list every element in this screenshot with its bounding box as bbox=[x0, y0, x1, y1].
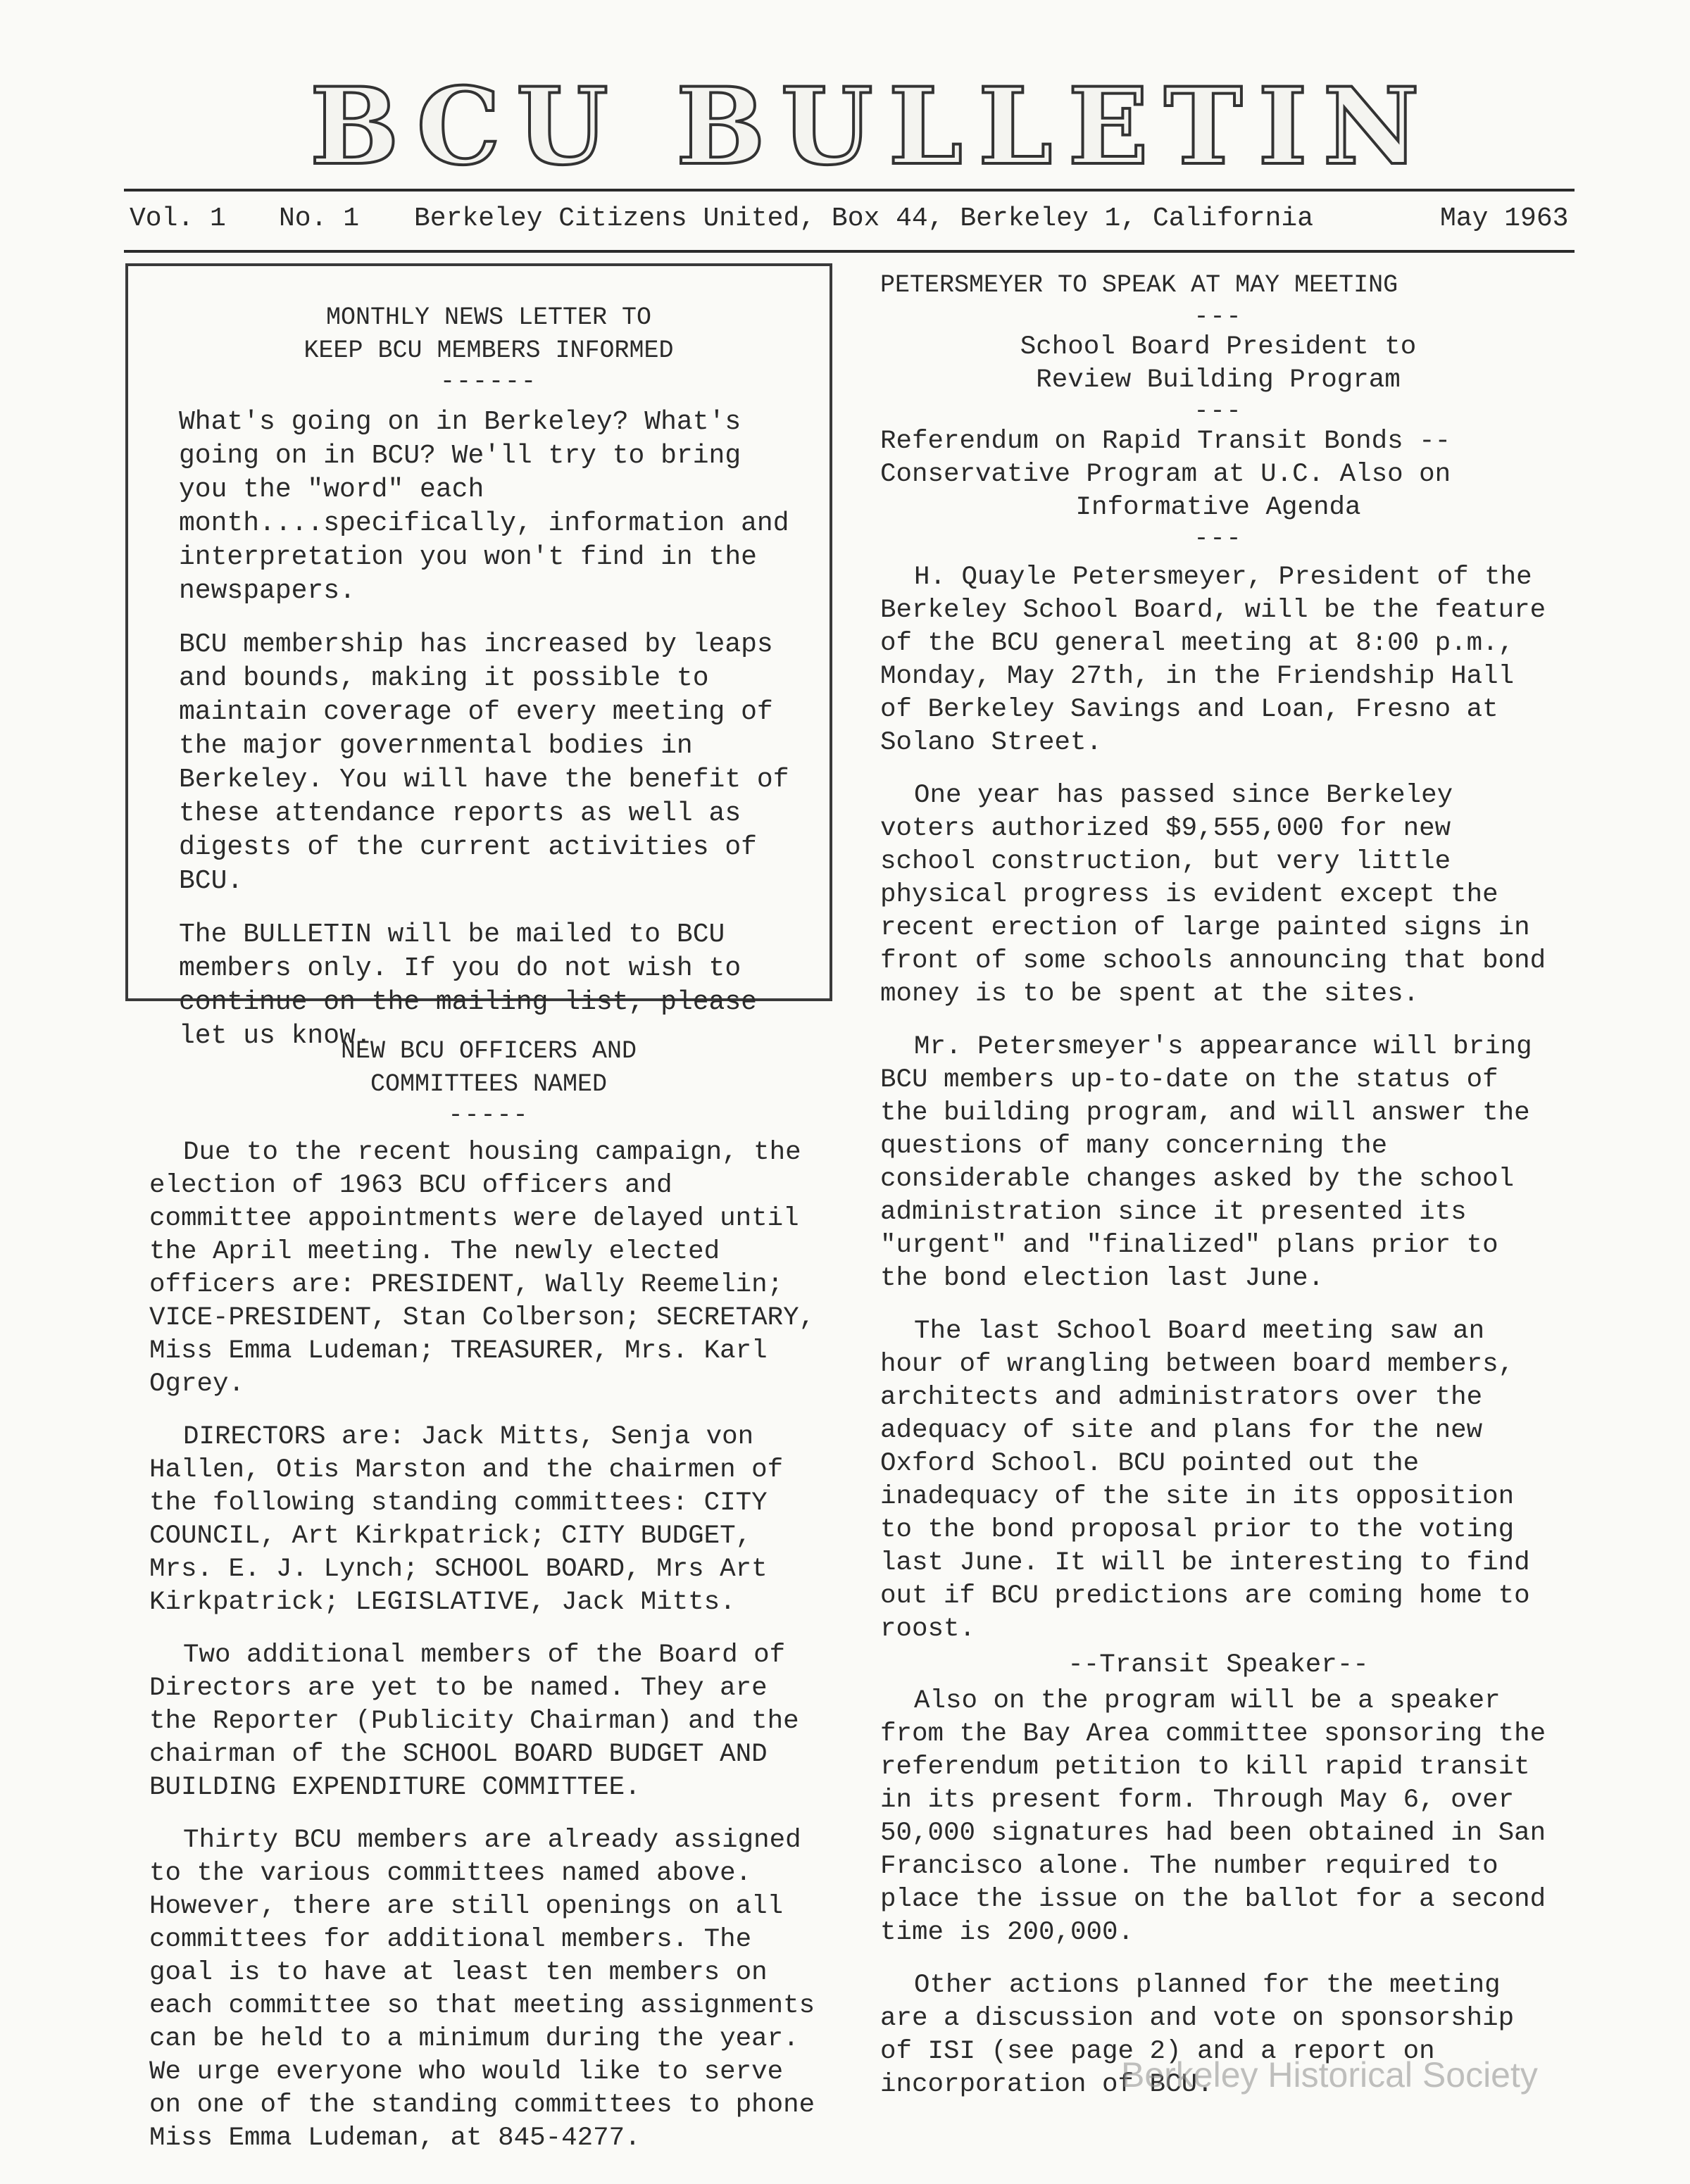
meeting-paragraph: Also on the program will be a speaker from the Bay Area committee sponsoring the referendum petition to kill rapid transit in its present form. Through May 6, over 50,000 signatures had been obtained in San Francisco alone. The number required to place the issue on the ballot for a second time is 200,000. bbox=[880, 1686, 1546, 1947]
meeting-heading: PETERSMEYER TO SPEAK AT MAY MEETING bbox=[880, 271, 1398, 299]
issue-address: Berkeley Citizens United, Box 44, Berkeley 1, California bbox=[414, 203, 1314, 234]
meeting-subheading-line2: Review Building Program bbox=[1036, 365, 1401, 395]
notice-heading-line1: MONTHLY NEWS LETTER TO bbox=[325, 303, 652, 332]
officers-paragraph: Two additional members of the Board of Directors are yet to be named. They are the Reporter (Publicity Chairman) and the chairman of the SCHOOL BOARD BUDGET AND BUILDING EXPENDITURE COMMITTEE. bbox=[149, 1640, 799, 1802]
officers-paragraph: Due to the recent housing campaign, the election of 1963 BCU officers and committee appointments were delayed until the April meeting. The newly elected officers are: PRESIDENT, Wally Reemelin; VICE-PRESIDENT, Stan Colberson; SECRETARY, Miss Emma Ludeman; TREASURER, Mrs. Karl Ogrey. bbox=[149, 1138, 815, 1399]
meeting-divider: --- bbox=[1194, 525, 1243, 553]
transit-speaker-heading: --Transit Speaker-- bbox=[1068, 1650, 1369, 1680]
issue-number: No. 1 bbox=[279, 203, 360, 234]
meeting-divider: --- bbox=[1194, 303, 1243, 331]
notice-paragraph: The BULLETIN will be mailed to BCU members only. If you do not wish to continue on the mailing list, please let us know. bbox=[179, 920, 757, 1051]
meeting-subheading-line1: School Board President to bbox=[1020, 332, 1417, 362]
meeting-agenda-line1: Referendum on Rapid Transit Bonds -- bbox=[880, 427, 1451, 456]
officers-heading-line2: COMMITTEES NAMED bbox=[370, 1070, 608, 1098]
officers-paragraph: Thirty BCU members are already assigned to the various committees named above. However, there are still openings on all committees for additional members. The goal is to have at least ten members on each committee so that meeting assignments can be held to a minimum during the year. We urge everyone who would like to serve on one of the standing committees to phone Miss Emma Ludeman, at 845-4277. bbox=[149, 1826, 815, 2153]
officers-paragraph: DIRECTORS are: Jack Mitts, Senja von Hallen, Otis Marston and the chairmen of the following standing committees: CITY COUNCIL, Art Kirkpatrick; CITY BUDGET, Mrs. E. J. Lynch; SCHOOL BOARD, Mrs Art Kirkpatrick; LEGISLATIVE, Jack Mitts. bbox=[149, 1422, 784, 1617]
notice-paragraph: What's going on in Berkeley? What's going on in BCU? We'll try to bring you the "word" each month....specifically, information and interpretation you won't find in the newspapers. bbox=[179, 407, 789, 606]
issue-date: May 1963 bbox=[1440, 203, 1569, 234]
meeting-article bbox=[880, 268, 1556, 2121]
meeting-agenda-line2: Conservative Program at U.C. Also on bbox=[880, 460, 1451, 489]
watermark: Berkeley Historical Society bbox=[1121, 2055, 1538, 2095]
bottom-rule bbox=[124, 250, 1575, 253]
meeting-paragraph: Other actions planned for the meeting are a discussion and vote on sponsorship of ISI (see page 2) and a report on incorporation of BCU. bbox=[880, 1971, 1515, 2100]
officers-heading-line1: NEW BCU OFFICERS AND bbox=[340, 1037, 637, 1065]
meeting-paragraph: The last School Board meeting saw an hour of wrangling between board members, architects and administrators over the adequacy of site and plans for the new Oxford School. BCU pointed out the inadequacy of the site in its opposition to the bond proposal prior to the voting last June. It will be interesting to find out if BCU predictions are coming home to roost. bbox=[880, 1317, 1530, 1644]
notice-heading-line2: KEEP BCU MEMBERS INFORMED bbox=[303, 337, 674, 365]
meeting-divider: --- bbox=[1194, 397, 1243, 425]
meeting-agenda-line3: Informative Agenda bbox=[1075, 493, 1361, 522]
officers-divider: ----- bbox=[448, 1101, 530, 1129]
officers-article bbox=[149, 1035, 828, 2175]
issue-volume: Vol. 1 bbox=[130, 203, 226, 234]
meeting-paragraph: Mr. Petersmeyer's appearance will bring BCU members up-to-date on the status of the building program, and will answer the questions of many concerning the considerable changes asked by the school administration since it presented its "urgent" and "finalized" plans prior to the bond election last June. bbox=[880, 1032, 1532, 1293]
notice-divider: ------ bbox=[439, 368, 538, 396]
notice-paragraph: BCU membership has increased by leaps and bounds, making it possible to maintain coverage of every meeting of the major governmental bodies in Berkeley. You will have the benefit of these attendance reports as well as digests of the current activities of BCU. bbox=[179, 629, 789, 896]
meeting-paragraph: One year has passed since Berkeley voters authorized $9,555,000 for new school construction, but very little physical progress is evident except the recent erection of large painted signs in front of some schools announcing that bond money is to be spent at the sites. bbox=[880, 781, 1546, 1009]
masthead-title: BCU BULLETIN bbox=[310, 65, 1435, 189]
meeting-paragraph: H. Quayle Petersmeyer, President of the Berkeley School Board, will be the feature of the BCU general meeting at 8:00 p.m., Monday, May 27th, in the Friendship Hall of Berkeley Savings and Loan, Fresno at Solano Street. bbox=[880, 563, 1546, 758]
top-rule bbox=[124, 189, 1575, 192]
